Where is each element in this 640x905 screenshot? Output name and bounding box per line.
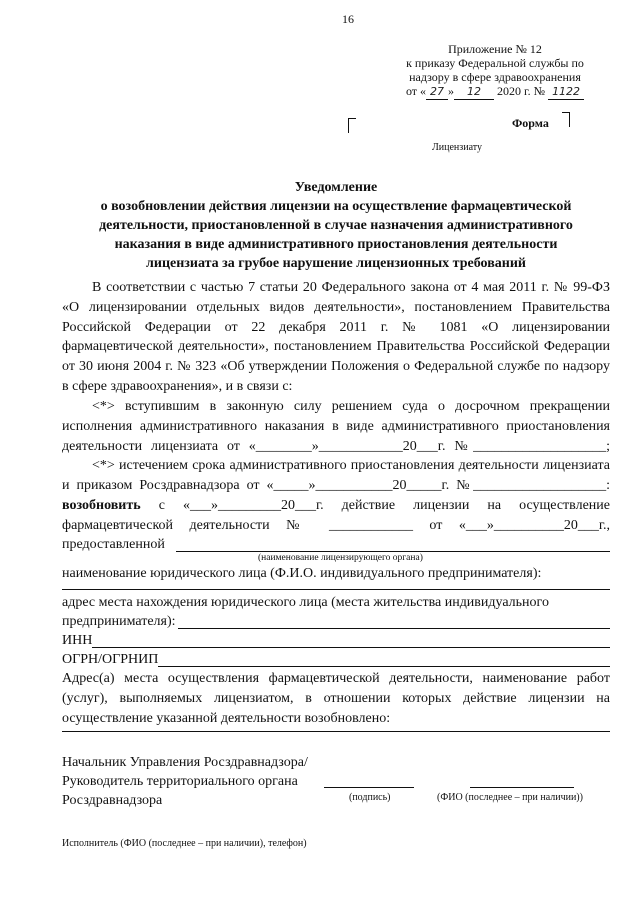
fio-caption: (ФИО (последнее – при наличии)) bbox=[437, 792, 583, 803]
address-field[interactable] bbox=[178, 628, 610, 629]
license-number-line: фармацевтической деятельности № ____________ от «___»__________20___г., bbox=[62, 518, 610, 533]
order-day: 27 bbox=[426, 85, 448, 100]
fio-field[interactable] bbox=[470, 787, 574, 788]
inn-label: ИНН bbox=[62, 633, 93, 648]
document-title: Уведомление о возобновлении действия лицензии на осуществление фармацевтической деятельности, приостановленной в случае назначения административного наказания в виде административного приостановления деятельности лицензиата за грубое нарушение лицензионных требований bbox=[99, 180, 573, 271]
executor-label: Исполнитель (ФИО (последнее – при наличии), телефон) bbox=[62, 838, 307, 849]
ogrn-label: ОГРН/ОГРНИП bbox=[62, 652, 159, 667]
bracket-left bbox=[348, 118, 356, 133]
licensing-body-caption: (наименование лицензирующего органа) bbox=[258, 553, 423, 563]
signature-field[interactable] bbox=[324, 787, 414, 788]
appendix-date-line: от « 27 » 12 2020 г. № 1122 bbox=[380, 84, 610, 100]
appendix-block bbox=[380, 42, 610, 100]
inn-field[interactable] bbox=[92, 647, 610, 648]
form-label: Форма bbox=[512, 116, 549, 130]
paragraph-court-decision: <*> вступившим в законную силу решением суда о досрочном прекращении исполнения административного наказания в виде административного приостановления деятельности лицензиата от «________»____________20___г. №___________________; bbox=[62, 399, 610, 454]
legal-name-field[interactable] bbox=[62, 589, 610, 590]
activity-paragraph: Адрес(а) места осуществления фармацевтической деятельности, наименование работ (услуг), выполняемых лицензиатом, в отношении которых действие лицензии на осуществление указанной деятельности возобновлено: bbox=[62, 671, 610, 726]
page-number: 16 bbox=[342, 12, 354, 26]
activity-field[interactable] bbox=[62, 731, 610, 732]
provided-label: предоставленной bbox=[62, 537, 165, 552]
resume-line: возобновить с «___»_________20___г. действие лицензии на осуществление bbox=[62, 498, 610, 513]
bracket-right bbox=[562, 112, 570, 127]
order-number: 1122 bbox=[548, 85, 584, 100]
address-label-line1: адрес места нахождения юридического лица (места жительства индивидуального bbox=[62, 595, 549, 610]
ogrn-field[interactable] bbox=[158, 666, 610, 667]
appendix-line1: к приказу Федеральной службы по bbox=[406, 56, 584, 70]
paragraph-legal-basis: В соответствии с частью 7 статьи 20 Федерального закона от 4 мая 2011 г. № 99-ФЗ «О лицензировании отдельных видов деятельности», постановлением Правительства Российской Федерации от 22 декабря 2011 г. № 1081 «О лицензировании фармацевтической деятельности», постановлением Правительства Российской Федерации от 30 июня 2004 г. № 323 «Об утверждении Положения о Федеральной службе по надзору в сфере здравоохранения», и в связи с: bbox=[62, 280, 610, 394]
address-label-line2: предпринимателя): bbox=[62, 614, 176, 629]
appendix-title: Приложение № 12 bbox=[448, 42, 542, 56]
signatory-block: Начальник Управления Росздравнадзора/ Руководитель территориального органа Росздравнадзора bbox=[62, 755, 308, 808]
paragraph-term-expiry: <*> истечением срока административного приостановления деятельности лицензиата и приказом Росздравнадзора от «_____»___________20_____г. №___________________: bbox=[62, 458, 610, 493]
order-month: 12 bbox=[454, 85, 494, 100]
signature-caption: (подпись) bbox=[349, 792, 391, 803]
appendix-line2: надзору в сфере здравоохранения bbox=[409, 70, 581, 84]
resume-word: возобновить bbox=[62, 498, 141, 513]
legal-name-label: наименование юридического лица (Ф.И.О. индивидуального предпринимателя): bbox=[62, 566, 542, 581]
licensing-body-field[interactable] bbox=[176, 551, 610, 552]
recipient-label: Лицензиату bbox=[432, 142, 482, 153]
